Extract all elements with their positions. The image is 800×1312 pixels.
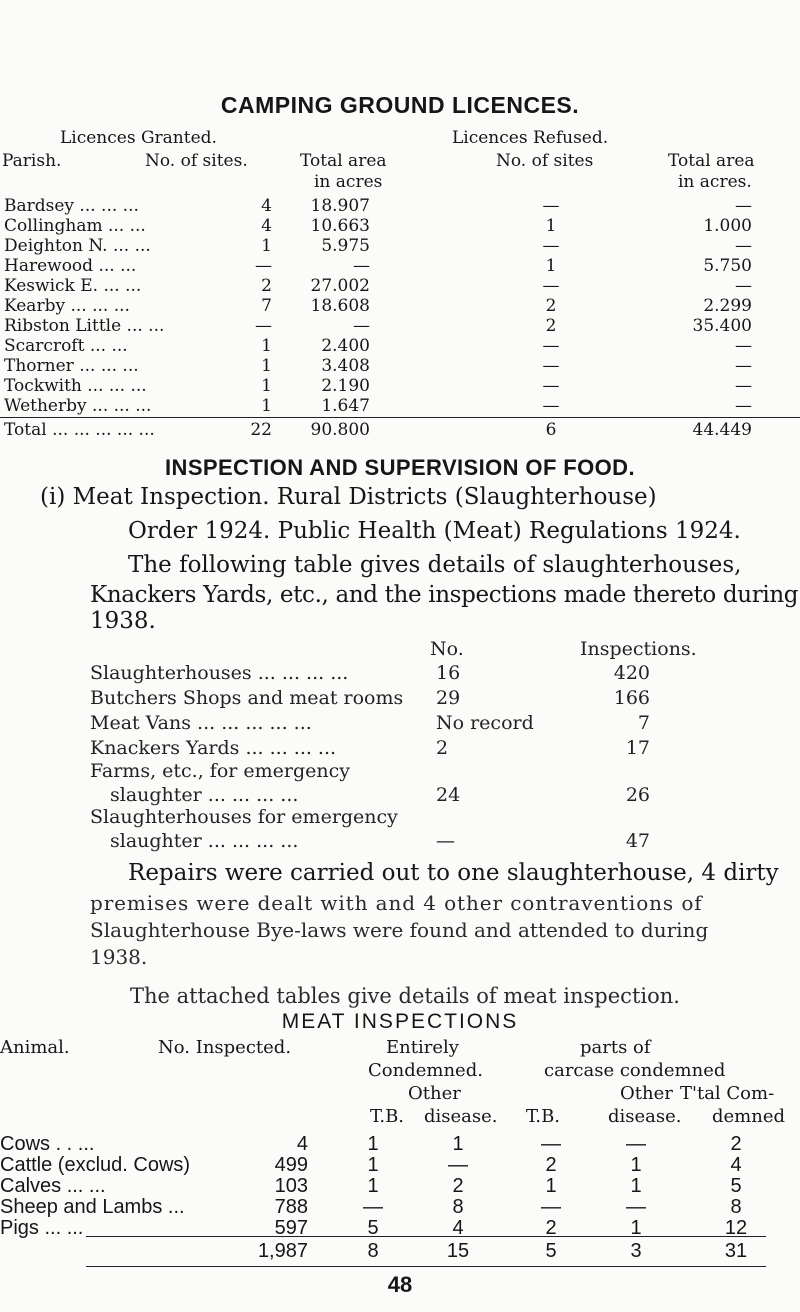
animal-name: Cows . . ...	[0, 1133, 95, 1155]
insp-row-label: Meat Vans ... ... ... ... ...	[90, 712, 312, 734]
area-refused: —	[735, 356, 752, 376]
parts-other: —	[626, 1133, 646, 1155]
page-number: 48	[387, 1272, 413, 1297]
sites-refused: —	[542, 396, 560, 416]
total-condemned: 5	[730, 1175, 742, 1197]
total-condemned: 4	[730, 1154, 742, 1176]
inspection-title: INSPECTION AND SUPERVISION OF FOOD.	[165, 455, 635, 480]
parish-name: Scarcroft ... ...	[4, 336, 128, 356]
entirely-other: 1	[452, 1133, 464, 1155]
sites-granted: —	[255, 256, 272, 276]
entirely-other: 2	[452, 1175, 464, 1197]
total-condemned: 12	[724, 1217, 748, 1239]
entirely-other: 4	[452, 1217, 464, 1239]
parts-other: 1	[630, 1217, 642, 1239]
insp-row-count: 26	[625, 784, 650, 806]
parish-name: Wetherby ... ... ...	[4, 396, 152, 416]
para1-line4: Knackers Yards, etc., and the inspections made thereto during	[90, 582, 799, 608]
parish-name: Bardsey ... ... ...	[4, 196, 139, 216]
insp-row-count: 166	[613, 687, 650, 709]
sites-granted: 1	[261, 336, 272, 356]
sites-refused: —	[542, 336, 560, 356]
licences-total-sites: 22	[250, 420, 272, 440]
sites-granted: 1	[261, 396, 272, 416]
sites-granted: 4	[261, 216, 272, 236]
para1-line1: (i) Meat Inspection. Rural Districts (Slaughterhouse)	[40, 484, 657, 510]
parts-tb: 2	[545, 1154, 557, 1176]
meat-total-rule	[86, 1236, 766, 1237]
meat-col-entirely: Entirely	[386, 1037, 459, 1058]
para1-line3: The following table gives details of slaughterhouses,	[128, 552, 742, 578]
area-refused: 1.000	[703, 216, 752, 236]
meat-bottom-rule	[86, 1266, 766, 1267]
meat-inspections-title: MEAT INSPECTIONS	[281, 1010, 519, 1033]
col-refused-area: Total area	[668, 151, 755, 171]
area-refused: —	[735, 396, 752, 416]
entirely-tb: 1	[367, 1175, 379, 1197]
licences-total-refused-area: 44.449	[692, 420, 752, 440]
col-refused-sites: No. of sites	[496, 151, 594, 171]
camping-licences-title: CAMPING GROUND LICENCES.	[220, 92, 580, 118]
sites-refused: 1	[545, 256, 557, 276]
sites-refused: —	[542, 356, 560, 376]
meat-col-demned: demned	[712, 1106, 786, 1127]
area-granted: —	[353, 256, 370, 276]
meat-col-total: T'tal Com-	[680, 1083, 775, 1104]
parish-name: Collingham ... ...	[4, 216, 146, 236]
insp-row-count: 17	[625, 737, 650, 759]
sites-granted: 7	[261, 296, 272, 316]
insp-row-no: 29	[436, 687, 461, 709]
area-granted: 3.408	[321, 356, 370, 376]
sites-refused: 2	[545, 296, 557, 316]
parish-name: Harewood ... ...	[4, 256, 137, 276]
meat-col-disease1: disease.	[424, 1106, 498, 1127]
sites-refused: —	[542, 276, 560, 296]
insp-row-count: 7	[637, 712, 650, 734]
sites-granted: 4	[261, 196, 272, 216]
header-refused: Licences Refused.	[452, 128, 609, 148]
area-granted: 18.608	[310, 296, 370, 316]
total-condemned: 8	[730, 1196, 742, 1218]
area-refused: 35.400	[692, 316, 752, 336]
area-granted: 5.975	[321, 236, 370, 256]
animal-name: Pigs ... ...	[0, 1217, 84, 1239]
insp-row-no: 2	[436, 737, 449, 759]
parts-other: —	[626, 1196, 646, 1218]
animal-name: Calves ... ...	[0, 1175, 106, 1197]
sites-granted: 1	[261, 356, 272, 376]
sites-refused: 2	[545, 316, 557, 336]
col-area-unit: in acres	[314, 172, 383, 192]
parish-name: Ribston Little ... ...	[4, 316, 165, 336]
insp-row-no: No record	[436, 712, 534, 734]
entirely-other: 8	[452, 1196, 464, 1218]
animal-inspected: 499	[274, 1154, 308, 1176]
para2-line2: premises were dealt with and 4 other contraventions of	[90, 891, 703, 915]
meat-total-p-tb: 5	[545, 1240, 557, 1262]
insp-row-no: 16	[436, 662, 461, 684]
parts-tb: 1	[545, 1175, 557, 1197]
licences-total-area: 90.800	[310, 420, 370, 440]
area-granted: 27.002	[310, 276, 370, 296]
sites-refused: —	[542, 236, 560, 256]
entirely-tb: 1	[367, 1133, 379, 1155]
area-refused: 5.750	[703, 256, 752, 276]
area-granted: 18.907	[310, 196, 370, 216]
licences-total-label: Total ... ... ... ... ...	[4, 420, 155, 440]
insp-row-label: Farms, etc., for emergency	[90, 760, 350, 782]
sites-refused: —	[542, 376, 560, 396]
sites-granted: 2	[261, 276, 272, 296]
meat-total-no: 1,987	[257, 1240, 308, 1262]
meat-col-other2: Other	[620, 1083, 673, 1104]
entirely-other: —	[448, 1154, 468, 1176]
parish-name: Tockwith ... ... ...	[4, 376, 147, 396]
entirely-tb: 5	[367, 1217, 379, 1239]
insp-row-count: 420	[613, 662, 650, 684]
para2-line1: Repairs were carried out to one slaughterhouse, 4 dirty	[128, 860, 779, 886]
insp-row-label: Slaughterhouses ... ... ... ...	[90, 662, 349, 684]
sites-refused: —	[542, 196, 560, 216]
meat-col-tb2: T.B.	[526, 1106, 561, 1127]
animal-inspected: 597	[274, 1217, 308, 1239]
licences-total-refused-sites: 6	[545, 420, 557, 440]
parish-name: Kearby ... ... ...	[4, 296, 130, 316]
area-granted: 2.400	[321, 336, 370, 356]
area-granted: 1.647	[321, 396, 370, 416]
area-refused: —	[735, 276, 752, 296]
insp-row-label-cont: slaughter ... ... ... ...	[110, 784, 299, 806]
meat-total-e-tb: 8	[367, 1240, 379, 1262]
insp-col-no: No.	[430, 638, 464, 660]
col-refused-area-unit: in acres.	[678, 172, 752, 192]
insp-row-label-cont: slaughter ... ... ... ...	[110, 830, 299, 852]
parts-tb: —	[541, 1133, 561, 1155]
para2-line4: 1938.	[90, 945, 148, 969]
parish-name: Keswick E. ... ...	[4, 276, 142, 296]
parts-other: 1	[630, 1175, 642, 1197]
area-refused: 2.299	[703, 296, 752, 316]
sites-refused: 1	[545, 216, 557, 236]
insp-col-inspections: Inspections.	[580, 638, 697, 660]
para3: The attached tables give details of meat inspection.	[130, 984, 680, 1008]
insp-row-label: Knackers Yards ... ... ... ...	[90, 737, 337, 759]
header-granted: Licences Granted.	[60, 128, 217, 148]
meat-total-total: 31	[724, 1240, 748, 1262]
area-refused: —	[735, 336, 752, 356]
animal-inspected: 4	[296, 1133, 308, 1155]
parts-tb: —	[541, 1196, 561, 1218]
meat-col-condemned: Condemned.	[368, 1060, 483, 1081]
area-granted: 2.190	[321, 376, 370, 396]
para1-line5: 1938.	[90, 608, 156, 634]
area-granted: 10.663	[310, 216, 370, 236]
insp-row-no: —	[436, 830, 455, 852]
col-area: Total area	[300, 151, 387, 171]
entirely-tb: —	[363, 1196, 383, 1218]
entirely-tb: 1	[367, 1154, 379, 1176]
sites-granted: 1	[261, 236, 272, 256]
meat-col-other1: Other	[408, 1083, 461, 1104]
animal-name: Cattle (exclud. Cows)	[0, 1154, 191, 1176]
col-parish: Parish.	[2, 151, 62, 171]
parish-name: Deighton N. ... ...	[4, 236, 151, 256]
para1-line2: Order 1924. Public Health (Meat) Regulations 1924.	[128, 518, 741, 544]
total-rule	[0, 417, 800, 418]
para2-line3: Slaughterhouse Bye-laws were found and attended to during	[90, 918, 709, 942]
meat-col-disease2: disease.	[608, 1106, 682, 1127]
area-refused: —	[735, 196, 752, 216]
total-condemned: 2	[730, 1133, 742, 1155]
animal-inspected: 788	[274, 1196, 308, 1218]
meat-col-carcase: carcase condemned	[544, 1060, 726, 1081]
animal-name: Sheep and Lambs ...	[0, 1196, 185, 1218]
sites-granted: 1	[261, 376, 272, 396]
parts-other: 1	[630, 1154, 642, 1176]
parish-name: Thorner ... ... ...	[4, 356, 139, 376]
meat-total-e-other: 15	[446, 1240, 470, 1262]
meat-col-tb1: T.B.	[370, 1106, 405, 1127]
area-refused: —	[735, 236, 752, 256]
meat-col-inspected: No. Inspected.	[158, 1037, 292, 1058]
insp-row-label: Butchers Shops and meat rooms	[90, 687, 404, 709]
insp-row-count: 47	[625, 830, 650, 852]
area-refused: —	[735, 376, 752, 396]
animal-inspected: 103	[274, 1175, 308, 1197]
meat-col-parts: parts of	[580, 1037, 651, 1058]
sites-granted: —	[255, 316, 272, 336]
area-granted: —	[353, 316, 370, 336]
col-sites: No. of sites.	[145, 151, 248, 171]
insp-row-label: Slaughterhouses for emergency	[90, 806, 398, 828]
insp-row-no: 24	[436, 784, 461, 806]
meat-total-p-other: 3	[630, 1240, 642, 1262]
meat-col-animal: Animal.	[0, 1037, 70, 1058]
parts-tb: 2	[545, 1217, 557, 1239]
